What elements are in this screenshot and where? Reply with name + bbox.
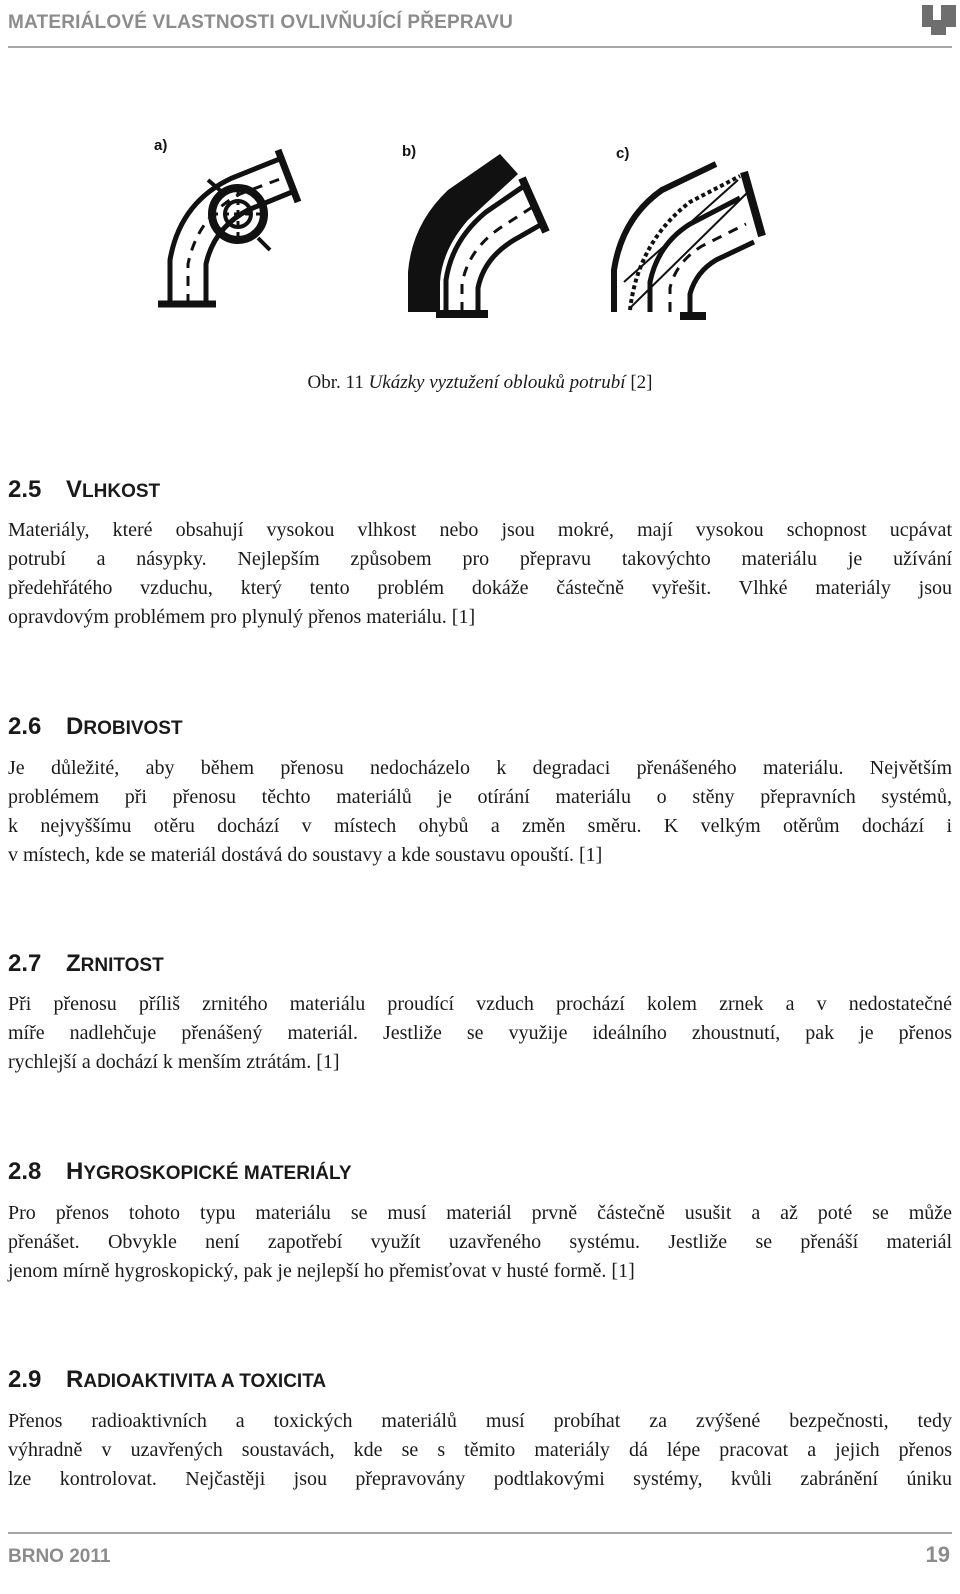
section-heading-2-6 [8, 713, 183, 741]
paragraph-line: Přenos radioaktivních a toxických materiálů musí probíhat za zvýšené bezpečnosti, tedy [8, 1410, 952, 1432]
section-paragraph-2-9 [8, 1407, 952, 1494]
paragraph-line: potrubí a násypky. Nejlepším způsobem pro přepravu takovýchto materiálu je užívání [8, 548, 952, 570]
figure-label-c: c) [616, 145, 630, 162]
paragraph-line: opravdovým problémem pro plynulý přenos materiálu. [1] [8, 606, 476, 628]
caption-prefix: Obr. 11 [307, 372, 369, 393]
section-number: 2.9 [8, 1366, 42, 1393]
paragraph-line: míře nadlehčuje přenášený materiál. Jestliže se využije ideálního zhoustnutí, pak je přenos [8, 1022, 952, 1044]
running-header: MATERIÁLOVÉ VLASTNOSTI OVLIVŇUJÍCÍ PŘEPRAVU [8, 12, 514, 33]
section-number: 2.8 [8, 1158, 42, 1185]
paragraph-line: k nejvyššímu otěru dochází v místech ohybů a změn směru. K velkým otěrům dochází i [8, 815, 952, 837]
section-title-initial: V [66, 476, 83, 503]
section-number: 2.6 [8, 713, 42, 740]
institution-logo [922, 5, 956, 35]
section-paragraph-2-8 [8, 1199, 952, 1286]
paragraph-line: Je důležité, aby během přenosu nedocházelo k degradaci přenášeného materiálu. Největším [8, 757, 952, 779]
section-title-initial: H [66, 1158, 84, 1185]
section-paragraph-2-7 [8, 990, 952, 1077]
figure-labels [154, 137, 629, 162]
section-title-initial: R [66, 1366, 84, 1393]
section-title-rest: RNITOST [80, 955, 164, 976]
bend-variant-c [614, 164, 762, 316]
figure-label-b: b) [402, 143, 417, 160]
section-title-initial: Z [66, 950, 81, 977]
section-title-rest: LHKOST [82, 481, 161, 502]
section-number: 2.5 [8, 476, 42, 503]
section-heading-2-9 [8, 1366, 326, 1394]
paragraph-line: v místech, kde se materiál dostává do soustavy a kde soustavu opouští. [1] [8, 844, 603, 866]
paragraph-line: jenom mírně hygroskopický, pak je nejlepší ho přemisťovat v husté formě. [1] [8, 1260, 635, 1282]
paragraph-line: Při přenosu příliš zrnitého materiálu proudící vzduch prochází kolem zrnek a v nedostatečné [8, 993, 952, 1015]
paragraph-line: výhradně v uzavřených soustavách, kde se s těmito materiály dá lépe pracovat a jejich přenos [8, 1439, 952, 1461]
section-title-rest: YGROSKOPICKÉ MATERIÁLY [83, 1163, 352, 1184]
bend-variant-b [408, 154, 546, 314]
section-title-rest: ROBIVOST [83, 718, 183, 739]
footer-location-year: BRNO 2011 [8, 1546, 111, 1567]
paragraph-line: Pro přenos tohoto typu materiálu se musí materiál prvně částečně usušit a až poté se může [8, 1202, 952, 1224]
section-paragraph-2-6 [8, 754, 952, 870]
section-paragraph-2-5 [8, 516, 952, 632]
figure-caption [0, 372, 960, 394]
paragraph-line: problémem při přenosu těchto materiálů je otírání materiálu o stěny přepravních systémů, [8, 786, 952, 808]
paragraph-line: Materiály, které obsahují vysokou vlhkost nebo jsou mokré, mají vysokou schopnost ucpávat [8, 519, 952, 541]
bend-variant-a [158, 150, 298, 304]
section-heading-2-5 [8, 476, 160, 504]
section-title-initial: D [66, 713, 84, 740]
page-number: 19 [925, 1542, 950, 1567]
section-heading-2-7 [8, 950, 164, 978]
footer-divider [8, 1532, 952, 1534]
paragraph-line: rychlejší a dochází k menším ztrátám. [1] [8, 1051, 340, 1073]
section-number: 2.7 [8, 950, 42, 977]
caption-reference: [2] [625, 372, 653, 393]
header-divider [8, 46, 952, 48]
pipe-bend-reinforcement-figure [150, 132, 790, 342]
paragraph-line: přenášet. Obvykle není zapotřebí využít uzavřeného systému. Jestliže se přenáší materiál [8, 1231, 952, 1253]
figure-label-a: a) [154, 137, 168, 154]
paragraph-line: lze kontrolovat. Nejčastěji jsou přepravovány podtlakovými systémy, kvůli zabránění úniku [8, 1468, 952, 1490]
section-title-rest: ADIOAKTIVITA A TOXICITA [83, 1371, 327, 1392]
paragraph-line: předehřátého vzduchu, který tento problém dokáže částečně vyřešit. Vlhké materiály jsou [8, 577, 952, 599]
caption-title: Ukázky vyztužení oblouků potrubí [368, 372, 626, 393]
section-heading-2-8 [8, 1158, 352, 1186]
